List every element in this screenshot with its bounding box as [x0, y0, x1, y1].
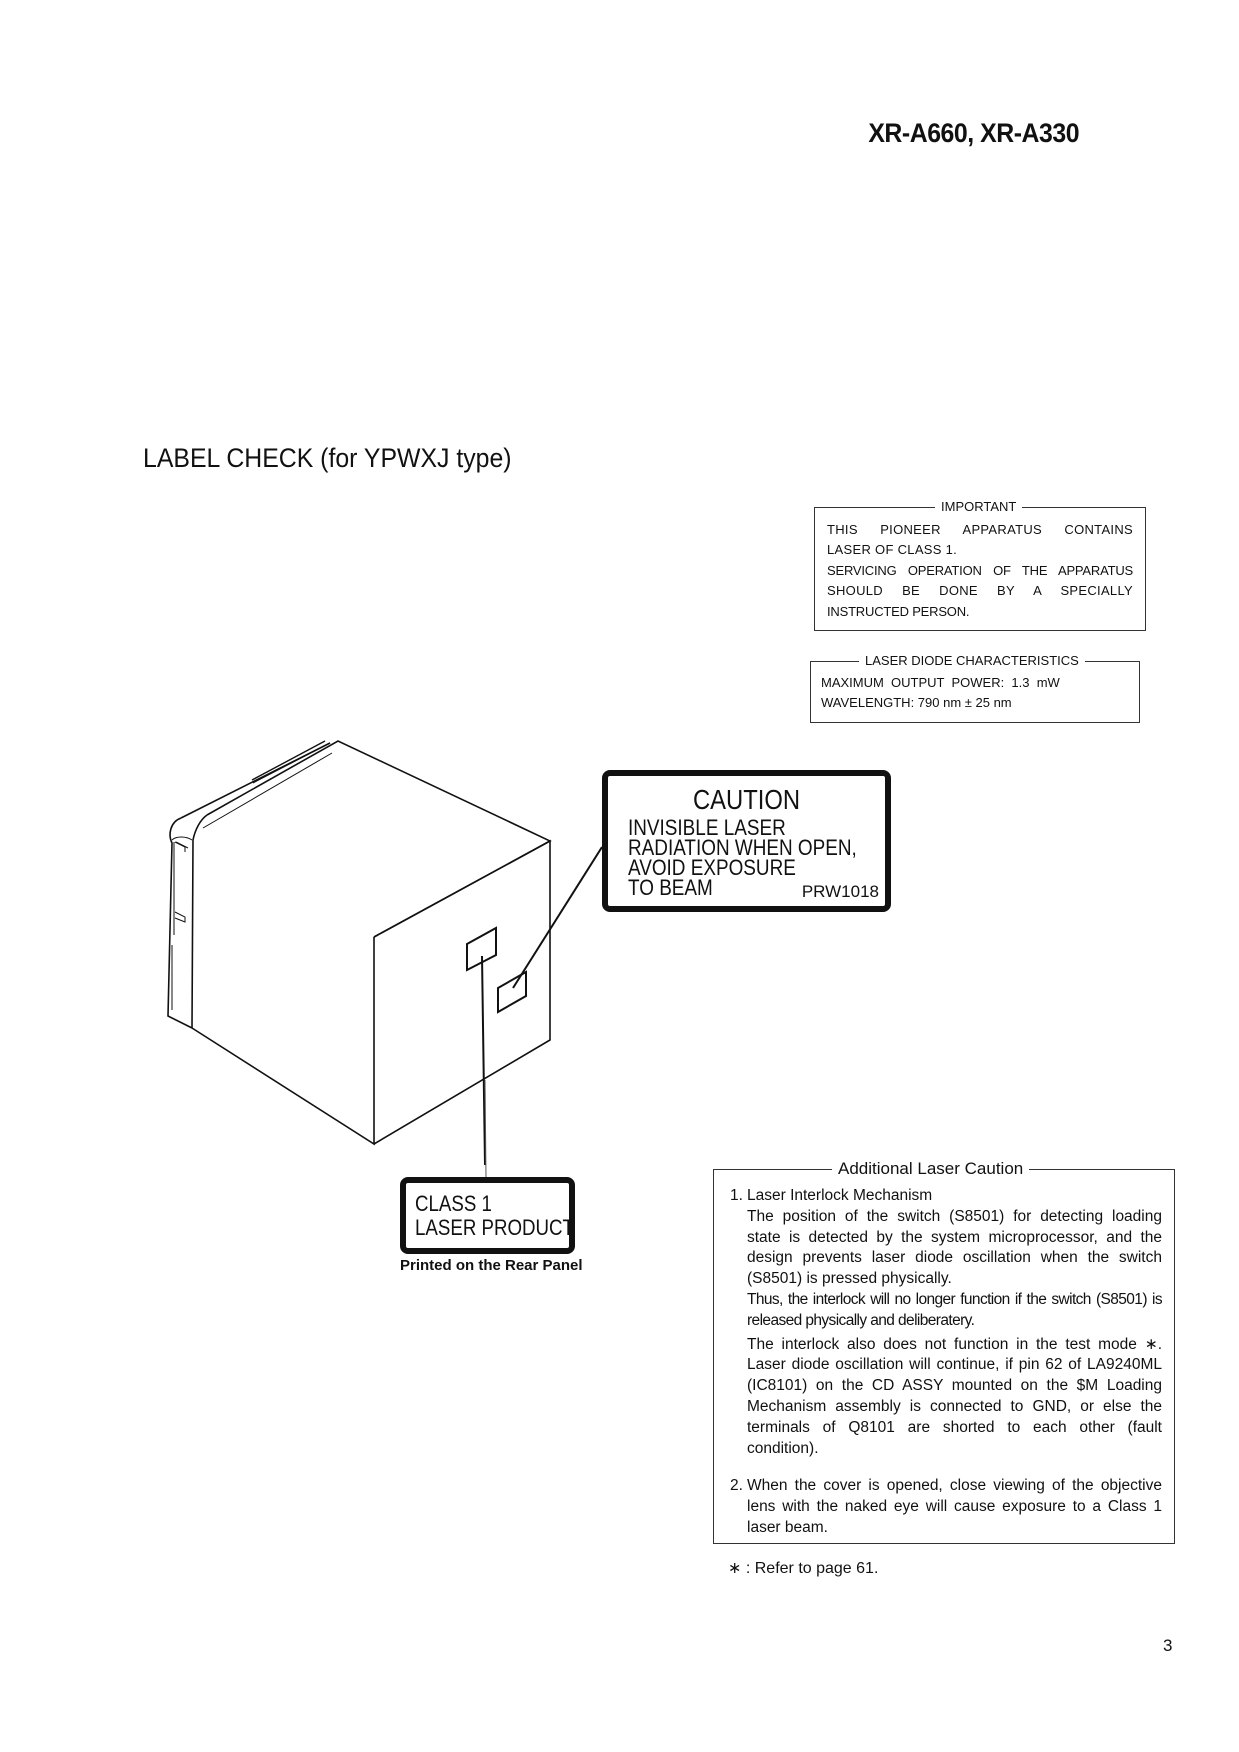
caution-line: TO BEAM	[628, 875, 713, 900]
caution-label	[602, 770, 891, 912]
caution-line: AVOID EXPOSURE	[628, 855, 796, 880]
caution-line: RADIATION WHEN OPEN,	[628, 835, 857, 860]
model-number-header: XR-A660, XR-A330	[868, 118, 1079, 148]
item-paragraph: The interlock also does not function in the test mode ∗. Laser diode oscillation will continue, if pin 62 of LA9240ML (IC8101) on the CD ASSY mounted on the $M Loading Mechanism assembly is connected to GND, or else the terminals of Q8101 are shorted to each other (fault condition).	[747, 1335, 1162, 1457]
rear-panel-caption: Printed on the Rear Panel	[400, 1257, 583, 1274]
class1-laser-product-label	[400, 1177, 575, 1254]
important-line: THIS PIONEER APPARATUS CONTAINS	[827, 522, 1133, 537]
important-line: LASER OF CLASS 1.	[827, 542, 958, 558]
section-title: LABEL CHECK (for YPWXJ type)	[143, 443, 512, 473]
additional-caution-legend: Additional Laser Caution	[832, 1158, 1029, 1180]
laser-diode-legend: LASER DIODE CHARACTERISTICS	[859, 652, 1085, 670]
wavelength: WAVELENGTH: 790 nm ± 25 nm	[821, 695, 1012, 710]
caution-title: CAUTION	[692, 784, 801, 815]
important-line: SHOULD BE DONE BY A SPECIALLY	[827, 583, 1133, 599]
item-title: Laser Interlock Mechanism	[747, 1187, 933, 1204]
caution-item-1	[730, 1186, 1162, 1459]
class1-line: LASER PRODUCT	[415, 1215, 574, 1240]
important-line: INSTRUCTED PERSON.	[827, 603, 970, 619]
item-text: When the cover is opened, close viewing of the objective lens with the naked eye will cause exposure to a Class 1 laser beam.	[747, 1477, 1162, 1536]
class1-line: CLASS 1	[415, 1191, 492, 1216]
caution-part-code: PRW1018	[801, 882, 879, 901]
item-number: 1.	[730, 1187, 743, 1204]
important-legend: IMPORTANT	[935, 498, 1022, 516]
caution-item-2	[730, 1476, 1162, 1538]
footnote: ∗ : Refer to page 61.	[728, 1560, 879, 1577]
max-output-power: MAXIMUM OUTPUT POWER: 1.3 mW	[821, 675, 1060, 690]
item-paragraph: The position of the switch (S8501) for detecting loading state is detected by the system microprocessor, and the design prevents laser diode oscillation when the switch (S8501) is pressed physically.	[747, 1207, 1162, 1288]
page-number: 3	[1163, 1636, 1173, 1655]
item-paragraph: Thus, the interlock will no longer function if the switch (S8501) is released physically and deliberatery.	[747, 1290, 1162, 1329]
caution-line: INVISIBLE LASER	[628, 815, 786, 840]
item-number: 2.	[730, 1477, 743, 1495]
important-line: SERVICING OPERATION OF THE APPARATUS	[827, 562, 1133, 578]
additional-laser-caution-box	[713, 1159, 1175, 1544]
